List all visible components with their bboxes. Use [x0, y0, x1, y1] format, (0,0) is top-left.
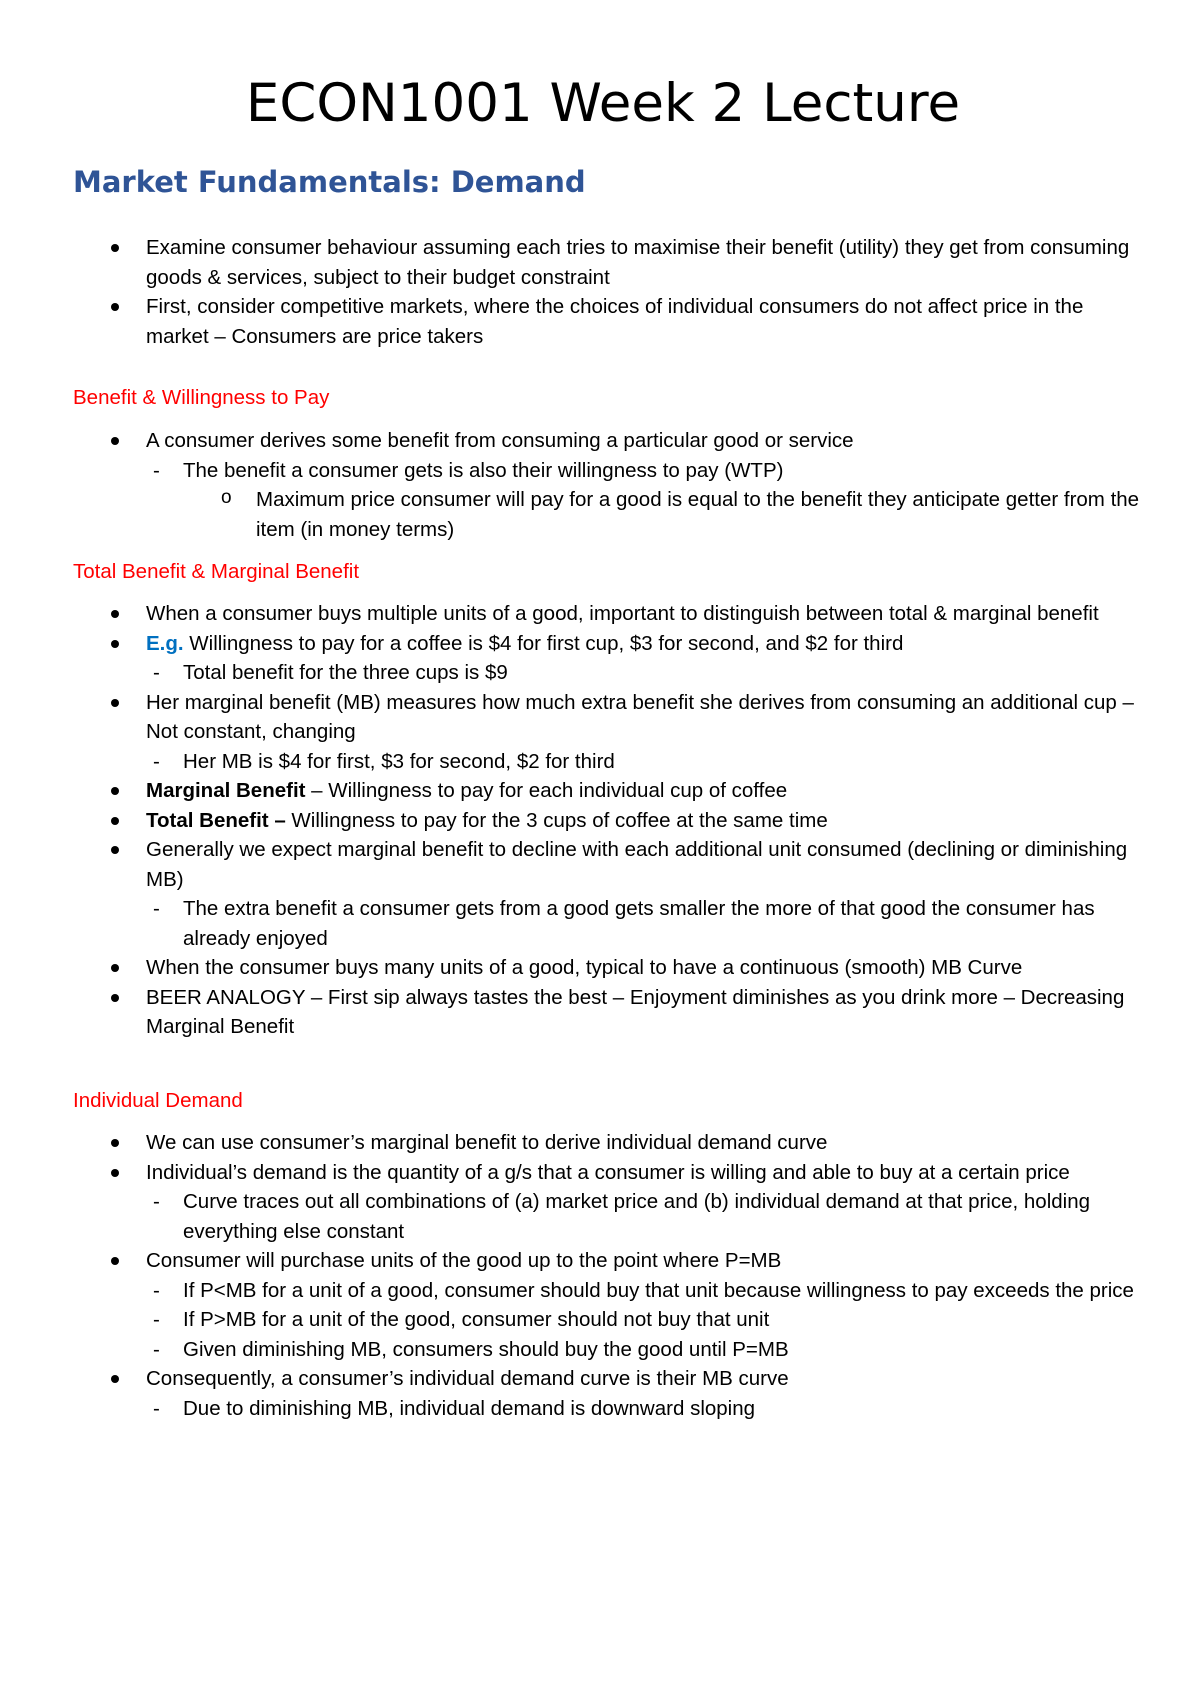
list-item-text: Willingness to pay for a coffee is $4 for first cup, $3 for second, and $2 for third: [183, 631, 904, 655]
example-label: E.g.: [146, 631, 184, 655]
list-item: When the consumer buys many units of a good, typical to have a continuous (smooth) MB Curve: [73, 953, 1143, 983]
list-item: When a consumer buys multiple units of a good, important to distinguish between total & marginal benefit: [73, 599, 1143, 629]
list-item: Generally we expect marginal benefit to decline with each additional unit consumed (declining or diminishing MB): [73, 835, 1143, 894]
list-item: Her marginal benefit (MB) measures how much extra benefit she derives from consuming an additional cup – Not constant, changing: [73, 688, 1143, 747]
sub-list-item: - Total benefit for the three cups is $9: [73, 658, 1143, 688]
subheading-individual-demand: Individual Demand: [73, 1089, 243, 1112]
term-bold: Marginal Benefit: [146, 779, 306, 802]
list-item: Individual’s demand is the quantity of a g/s that a consumer is willing and able to buy at a certain price: [73, 1158, 1143, 1188]
list-item: We can use consumer’s marginal benefit to derive individual demand curve: [73, 1128, 1143, 1158]
sub-list-item: - The benefit a consumer gets is also their willingness to pay (WTP): [73, 456, 1143, 486]
list-item: [73, 776, 1143, 806]
document-title: ECON1001 Week 2 Lecture: [245, 73, 961, 134]
list-item: [73, 629, 1143, 659]
individual-demand-list: [73, 1128, 1143, 1423]
list-item: Examine consumer behaviour assuming each tries to maximise their benefit (utility) they get from consuming goods & services, subject to their budget constraint: [73, 233, 1143, 292]
list-item: First, consider competitive markets, where the choices of individual consumers do not affect price in the market – Consumers are price takers: [73, 292, 1143, 351]
sub-list-item: - Given diminishing MB, consumers should buy the good until P=MB: [73, 1335, 1143, 1365]
list-item-text: Willingness to pay for the 3 cups of coffee at the same time: [285, 808, 828, 832]
list-item: BEER ANALOGY – First sip always tastes the best – Enjoyment diminishes as you drink more – Decreasing Marginal Benefit: [73, 983, 1143, 1042]
total-marginal-list: [73, 599, 1143, 1042]
subheading-total-marginal-benefit: Total Benefit & Marginal Benefit: [73, 560, 360, 583]
list-item: Consequently, a consumer’s individual demand curve is their MB curve: [73, 1364, 1143, 1394]
list-item: A consumer derives some benefit from consuming a particular good or service: [73, 426, 1143, 456]
section-heading: Market Fundamentals: Demand: [73, 165, 586, 199]
list-item-text: – Willingness to pay for each individual cup of coffee: [305, 779, 788, 802]
list-item: [73, 806, 1143, 836]
intro-list: [73, 233, 1143, 351]
sub-list-item: - The extra benefit a consumer gets from a good gets smaller the more of that good the consumer has already enjoyed: [73, 894, 1143, 953]
benefit-wtp-list: [73, 426, 1143, 544]
sub-list-item: - If P>MB for a unit of the good, consumer should not buy that unit: [73, 1305, 1143, 1335]
sub-list-item: - Her MB is $4 for first, $3 for second, $2 for third: [73, 747, 1143, 777]
sub-list-item: - Curve traces out all combinations of (a) market price and (b) individual demand at that price, holding everything else constant: [73, 1187, 1143, 1246]
term-bold: Total Benefit –: [146, 808, 286, 832]
sub-list-item: - Due to diminishing MB, individual demand is downward sloping: [73, 1394, 1143, 1424]
sub-list-item: - If P<MB for a unit of a good, consumer should buy that unit because willingness to pay exceeds the price: [73, 1276, 1143, 1306]
subheading-benefit-wtp: Benefit & Willingness to Pay: [73, 386, 330, 409]
sub-sub-list-item: o Maximum price consumer will pay for a good is equal to the benefit they anticipate getter from the item (in money terms): [73, 485, 1143, 544]
list-item: Consumer will purchase units of the good up to the point where P=MB: [73, 1246, 1143, 1276]
